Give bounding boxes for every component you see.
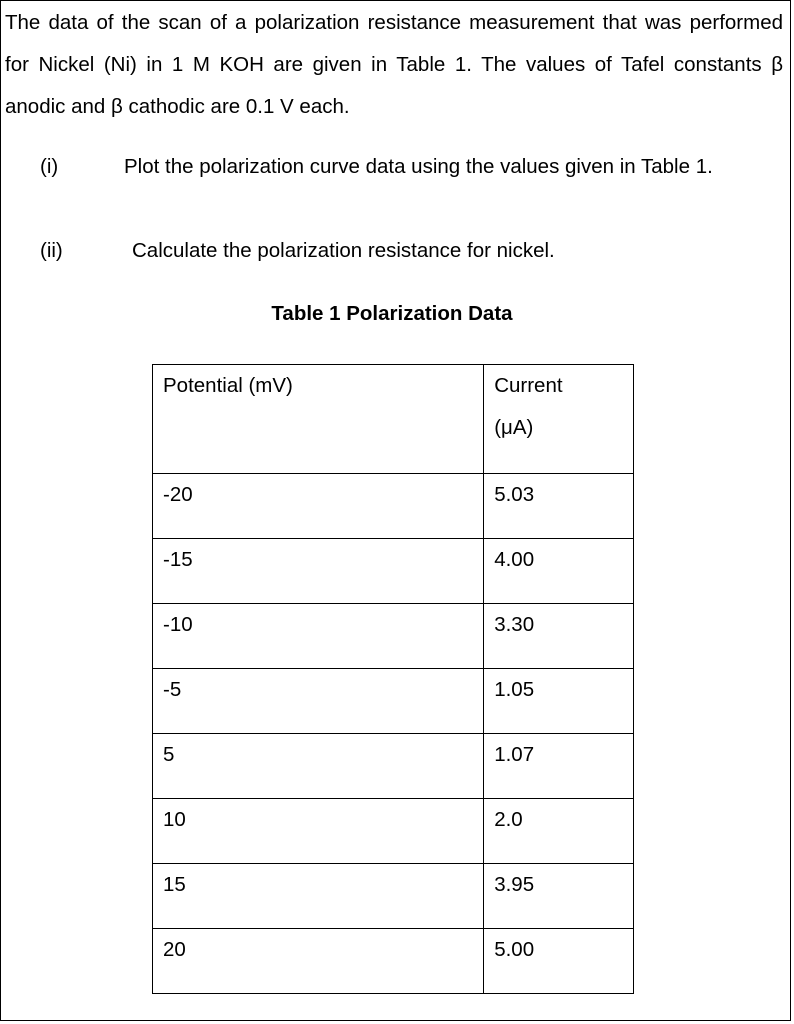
cell-potential: -10 — [153, 604, 484, 669]
question-text: Calculate the polarization resistance for nickel. — [132, 239, 555, 262]
cell-potential: 10 — [153, 799, 484, 864]
cell-current: 3.30 — [484, 604, 634, 669]
cell-current: 3.95 — [484, 864, 634, 929]
intro-paragraph: The data of the scan of a polarization resistance measurement that was performed for Nickel (Ni) in 1 M KOH are given in Table 1. The values of Tafel constants β anodic and β cathodic are 0.1 V each. — [5, 11, 783, 118]
table-header-row — [153, 365, 634, 474]
cell-current: 5.00 — [484, 929, 634, 994]
question-text: Plot the polarization curve data using the values given in Table 1. — [124, 155, 713, 178]
cell-current: 5.03 — [484, 474, 634, 539]
cell-potential: -5 — [153, 669, 484, 734]
table-title: Table 1 Polarization Data — [271, 302, 513, 325]
table-row — [153, 604, 634, 669]
table-row — [153, 474, 634, 539]
header-current-line1: Current — [494, 374, 563, 397]
cell-potential: 15 — [153, 864, 484, 929]
table-row — [153, 669, 634, 734]
cell-current: 2.0 — [484, 799, 634, 864]
table-row — [153, 929, 634, 994]
table-row — [153, 799, 634, 864]
cell-potential: -20 — [153, 474, 484, 539]
cell-potential: 5 — [153, 734, 484, 799]
table-row — [153, 734, 634, 799]
cell-potential: 20 — [153, 929, 484, 994]
cell-current: 4.00 — [484, 539, 634, 604]
table-row — [153, 864, 634, 929]
question-item — [40, 230, 780, 272]
cell-current: 1.07 — [484, 734, 634, 799]
cell-potential: -15 — [153, 539, 484, 604]
cell-current: 1.05 — [484, 669, 634, 734]
table-row — [153, 539, 634, 604]
question-number: (i) — [40, 155, 59, 178]
polarization-data-table — [152, 364, 634, 994]
header-current-line2: (μA) — [494, 416, 534, 439]
question-number: (ii) — [40, 239, 63, 262]
header-potential: Potential (mV) — [153, 365, 484, 474]
question-item — [40, 146, 780, 230]
header-current — [484, 365, 634, 474]
